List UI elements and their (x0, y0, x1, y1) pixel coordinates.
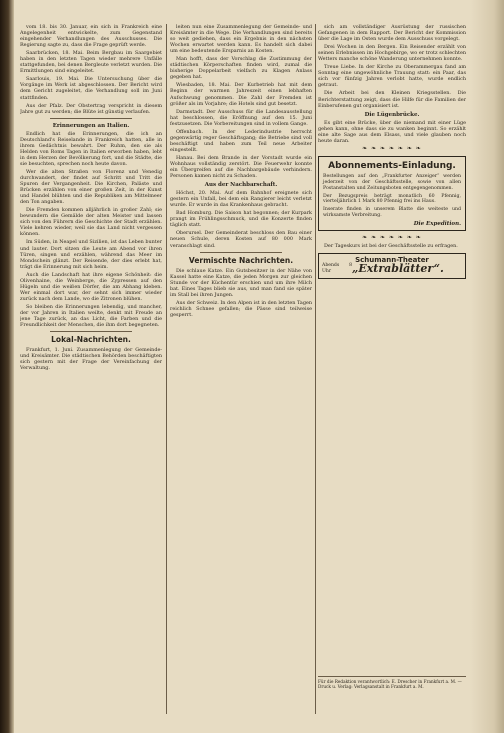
imprint-footer: Für die Redaktion verantwortlich: E. Drescher in Frankfurt a. M. — Druck u. Verlag: Verlagsanstalt in Frankfurt a. M. (318, 676, 466, 690)
divider (50, 118, 132, 119)
paragraph: vom 18. bis 30. Januar, ein sich in Frankreich eine Angelegenheit entwickelte, zum Gegenstand eingehender Verhandlungen des Ausschusses. Die Regierung sagte zu, dass die Frage geprüft werde. (20, 24, 162, 49)
paragraph: Treue Liebe. In der Kirche zu Oberammergau fand am Sonntag eine ungewöhnliche Trauung statt: ein Paar, das sich vor fünfzig Jahren verlobt hatte, wurde endlich getraut. (318, 64, 466, 89)
divider (200, 252, 282, 253)
theatre-ad (318, 253, 466, 279)
ad-line: Inserate finden in unserem Blatte die weiteste und wirksamste Verbreitung. (323, 207, 461, 219)
paragraph: Saarbrücken, 18. Mai. Beim Bergbau im Saargebiet haben in den letzten Tagen wieder mehrere Unfälle stattgefunden, bei denen Bergleute verletzt wurden. Die Ermittlungen sind eingeleitet. (20, 50, 162, 75)
ad-line: Der Bezugspreis beträgt monatlich 60 Pfennig, vierteljährlich 1 Mark 80 Pfennig frei ins Haus. (323, 193, 461, 205)
paragraph: Endlich hat die Erinnerungen, die ich an Deutschland's Reiselande in Frankreich hatten, alle in ihrem Gedächtnis bewahrt. Der Ruhm, den sie als Helden von Roms Tagen in Italien erworben haben, lebt in dem Herzen der Bevölkerung fort, und die Städte, die sie besuchten, sprechen noch heute davon. (20, 130, 162, 167)
ornament-divider: ❧ ❧ ❧ ❧ ❧ ❧ ❧ (362, 144, 422, 152)
paragraph: Aus der Pfalz. Der Obstertrag verspricht in diesem Jahre gut zu werden; die Blüte ist günstig verlaufen. (20, 102, 162, 115)
paragraph: Man hofft, dass der Vorschlag die Zustimmung der städtischen Körperschaften finden wird, zumal die bisherige Doppelarbeit vielfach zu Klagen Anlass gegeben hat. (170, 56, 312, 81)
paragraph: Wiesbaden, 18. Mai. Der Kurbetrieb hat mit dem Beginn der warmen Jahreszeit einen lebhaften Aufschwung genommen. Die Zahl der Fremden ist größer als im Vorjahre; die Hotels sind gut besetzt. (170, 82, 312, 107)
ad-line: Bestellungen auf den „Frankfurter Anzeiger“ werden jederzeit von der Geschäftsstelle, sowie von allen Postanstalten und Zeitungsboten entgegengenommen. (323, 173, 461, 191)
paragraph: Höchst, 20. Mai. Auf dem Bahnhof ereignete sich gestern ein Unfall, bei dem ein Rangierer leicht verletzt wurde. Er wurde in das Krankenhaus gebracht. (170, 190, 312, 209)
column-2 (170, 24, 312, 718)
ornament-divider: ❧ ❧ ❧ ❧ ❧ ❧ ❧ (362, 234, 422, 242)
paragraph: Hanau. Bei dem Brande in der Vorstadt wurde ein Wohnhaus vollständig zerstört. Die Feuerwehr konnte ein Übergreifen auf die Nachbargebäude verhindern. Personen kamen nicht zu Schaden. (170, 154, 312, 180)
article-heading: Erinnerungen an Italien. (52, 122, 130, 129)
article-heading: Aus der Nachbarschaft. (204, 182, 278, 189)
paragraph: Die schlaue Katze. Ein Gutsbesitzer in der Nähe von Kassel hatte eine Katze, die jeden Morgen zur gleichen Stunde vor der Küchentür erschien und um ihre Milch bat. Eines Tages blieb sie aus, und man fand sie später im Stall bei ihren Jungen. (170, 267, 312, 298)
column-3 (318, 24, 466, 718)
book-spine (0, 0, 14, 733)
paragraph: Bad Homburg. Die Saison hat begonnen; der Kurpark prangt im Frühlingsschmuck, und die Konzerte finden täglich statt. (170, 210, 312, 229)
paragraph: Aus der Schweiz. In den Alpen ist in den letzten Tagen reichlich Schnee gefallen; die Pässe sind teilweise gesperrt. (170, 299, 312, 318)
paragraph: Auch die Landschaft hat ihre eigene Schönheit: die Olivenhaine, die Weinberge, die Zypressen auf den Hügeln und die weißen Dörfer, die am Abhang kleben. Wer einmal dort war, der sehnt sich immer wieder zurück nach dem Lande, wo die Zitronen blühen. (20, 271, 162, 302)
paragraph: Frankfurt, 1. Juni. Zusammenlegung der Gemeinde- und Kreisämter. Die städtischen Behörden beschäftigten sich gestern mit der Frage der Vereinfachung der Verwaltung. (20, 347, 162, 372)
column-rule (315, 24, 316, 714)
paragraph: Oberursel. Der Gemeinderat beschloss den Bau einer neuen Schule, deren Kosten auf 80 000 Mark veranschlagt sind. (170, 230, 312, 249)
paragraph: Offenbach. In der Lederindustrie herrscht gegenwärtig reger Geschäftsgang; die Betriebe sind voll beschäftigt und haben zum Teil neue Arbeiter eingestellt. (170, 128, 312, 153)
section-heading: Lokal-Nachrichten. (51, 335, 131, 345)
page-edge (470, 0, 504, 733)
paragraph: sich am vollständiger Ausrüstung der russischen Gefangenen in dem Rapport. Der Bericht der Kommission über die Lage im Osten wurde dem Ausschuss vorgelegt. (318, 24, 466, 43)
theatre-name: Schumann-Theater (355, 256, 429, 265)
paragraph: Es gibt eine Brücke, über die niemand mit einer Lüge gehen kann, ohne dass sie zu wanken beginnt. So erzählt eine alte Sage aus dem Elsass, und viele glauben noch heute daran. (318, 119, 466, 144)
theatre-show: „Extrablätter“. (352, 262, 444, 276)
ad-signature: Die Expedition. (413, 221, 461, 228)
column-1 (20, 24, 162, 718)
section-heading: Vermischte Nachrichten. (188, 255, 294, 265)
paragraph: Im Süden, in Neapel und Sizilien, ist das Leben bunter und lauter. Dort sitzen die Leute am Abend vor ihren Türen, singen und erzählen, während das Meer im Mondschein glänzt. Der Reisende, der dies erlebt hat, trägt die Erinnerung mit sich heim. (20, 239, 162, 270)
notice: Der Tageskurs ist bei der Geschäftsstelle zu erfragen. (324, 243, 458, 250)
paragraph: Die Fremden kommen alljährlich in großer Zahl; sie bewundern die Gemälde der alten Meister und lassen sich von den Führern die Geschichte der Stadt erzählen. Viele kehren wieder, weil sie das Land nicht vergessen können. (20, 207, 162, 238)
divider (50, 331, 132, 332)
paragraph: So bleiben die Erinnerungen lebendig, und mancher, der vor Jahren in Italien weilte, denkt mit Freude an jene Tage zurück, an das Licht, die Farben und die Freundlichkeit der Menschen, die ihm dort begegneten. (20, 303, 162, 329)
theatre-time: Abends 8 Uhr (322, 263, 352, 275)
paragraph: Saarlouis, 19. Mai. Die Untersuchung über die Vorgänge im Werk ist abgeschlossen. Der Bericht wird dem Gericht zugeleitet, die Verhandlung soll im Juni stattfinden. (20, 76, 162, 101)
paragraph: Darmstadt. Der Ausschuss für die Landesausstellung hat beschlossen, die Eröffnung auf den 15. Juni festzusetzen. Die Vorbereitungen sind in vollem Gange. (170, 108, 312, 127)
paragraph: Drei Wochen in den Bergen. Ein Reisender erzählt von seinen Erlebnissen im Hochgebirge, wo er trotz schlechten Wetters manche schöne Wanderung unternehmen konnte. (318, 44, 466, 63)
article-heading: Die Lügenbrücke. (364, 111, 420, 118)
paragraph: Wer die alten Straßen von Florenz und Venedig durchwandert, der findet auf Schritt und Tritt die Spuren der Vergangenheit. Die Kirchen, Paläste und Brücken erzählen von einer großen Zeit, in der Kunst und Handel blühten und die Republiken am Mittelmeer den Ton angaben. (20, 168, 162, 206)
paragraph: Die Arbeit bei den Kleinen Kriegsstellen. Die Berichterstattung zeigt, dass die Hilfe für die Familien der Einberufenen gut organisiert ist. (318, 90, 466, 109)
column-rule (166, 24, 167, 714)
subscription-ad (318, 156, 466, 231)
ad-title: Abonnements-Einladung. (328, 160, 456, 171)
paragraph: leiten nun eine Zusammenlegung der Gemeinde- und Kreisämter in die Wege. Die Verhandlungen sind bereits so weit gediehen, dass ein Ergebnis in den nächsten Wochen erwartet werden kann. Es handelt sich dabei um eine bedeutende Ersparnis an Kosten. (170, 24, 312, 55)
